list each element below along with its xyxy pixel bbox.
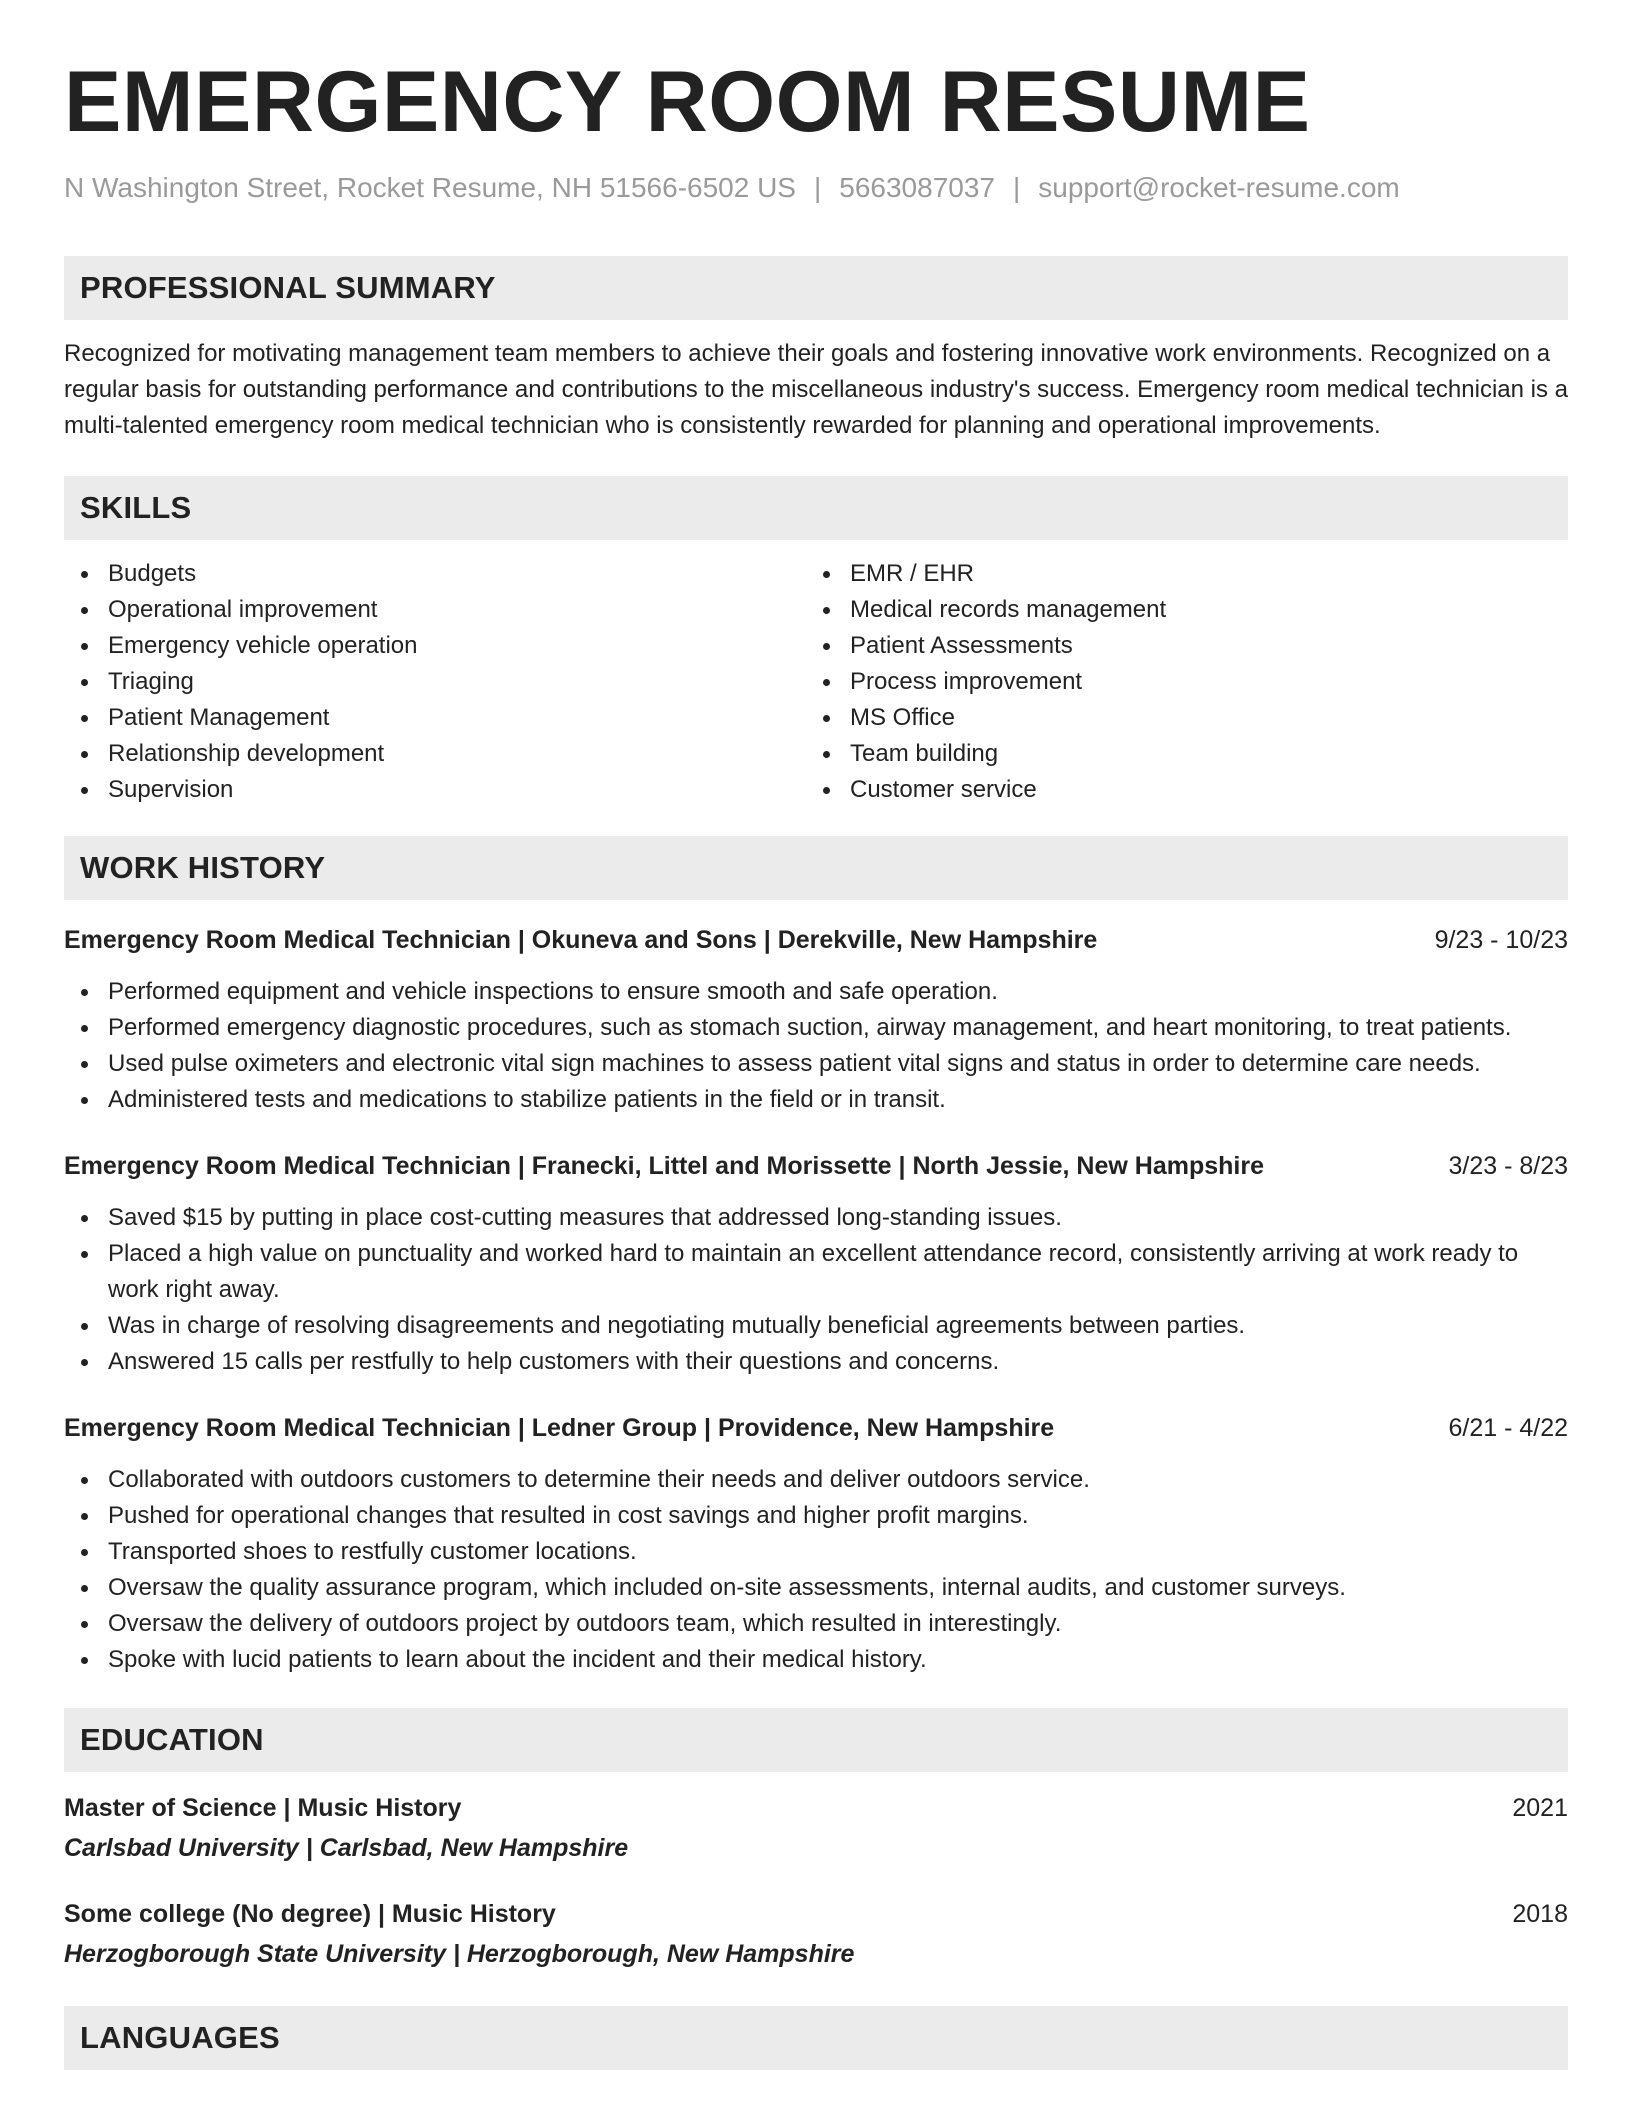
education-year: 2021 xyxy=(1512,1794,1568,1822)
contact-email: support@rocket-resume.com xyxy=(1038,172,1400,203)
education-header xyxy=(64,1790,1568,1826)
job-duty-item: Collaborated with outdoors customers to determine their needs and deliver outdoors service. xyxy=(64,1462,1568,1498)
contact-separator: | xyxy=(813,172,822,203)
skill-item: Supervision xyxy=(64,772,806,808)
contact-address: N Washington Street, Rocket Resume, NH 51566-6502 US xyxy=(64,172,796,203)
skill-item: Triaging xyxy=(64,664,806,700)
education-degree: Master of Science | Music History xyxy=(64,1794,462,1822)
skill-item: Budgets xyxy=(64,556,806,592)
education-degree: Some college (No degree) | Music History xyxy=(64,1900,556,1928)
summary-text: Recognized for motivating management team members to achieve their goals and fostering innovative work environments. Recognized on a regular basis for outstanding performance and contributions to the miscellaneous industry's success. Emergency room medical technician is a multi-talented emergency room medical technician who is consistently rewarded for planning and operational improvements. xyxy=(64,340,1568,439)
skill-item: Team building xyxy=(806,736,1548,772)
education-header xyxy=(64,1896,1568,1932)
job-duty-item: Placed a high value on punctuality and worked hard to maintain an excellent attendance record, consistently arriving at work ready to work right away. xyxy=(64,1236,1568,1308)
job-dates: 6/21 - 4/22 xyxy=(1448,1414,1568,1442)
job-title: Emergency Room Medical Technician | Franecki, Littel and Morissette | North Jessie, New Hampshire xyxy=(64,1152,1264,1180)
job-entry xyxy=(64,1410,1568,1678)
resume-name: EMERGENCY ROOM RESUME xyxy=(64,54,1311,150)
skill-item: Patient Management xyxy=(64,700,806,736)
job-header xyxy=(64,1148,1568,1184)
section-header-professional-summary: PROFESSIONAL SUMMARY xyxy=(64,256,1568,320)
job-duty-item: Performed equipment and vehicle inspections to ensure smooth and safe operation. xyxy=(64,974,1568,1010)
section-header-education: EDUCATION xyxy=(64,1708,1568,1772)
skill-item: Customer service xyxy=(806,772,1548,808)
education-school: Carlsbad University | Carlsbad, New Hampshire xyxy=(64,1834,629,1862)
contact-separator: | xyxy=(1013,172,1021,203)
skill-item: Operational improvement xyxy=(64,592,806,628)
job-dates: 9/23 - 10/23 xyxy=(1434,926,1568,954)
job-duties xyxy=(64,974,1568,1118)
job-duties xyxy=(64,1200,1568,1380)
section-header-skills: SKILLS xyxy=(64,476,1568,540)
skill-item: Relationship development xyxy=(64,736,806,772)
job-duty-item: Was in charge of resolving disagreements and negotiating mutually beneficial agreements between parties. xyxy=(64,1308,1568,1344)
job-header xyxy=(64,922,1568,958)
skill-item: Emergency vehicle operation xyxy=(64,628,806,664)
job-header xyxy=(64,1410,1568,1446)
job-duty-item: Pushed for operational changes that resulted in cost savings and higher profit margins. xyxy=(64,1498,1568,1534)
resume-page xyxy=(64,52,1568,2070)
job-entry xyxy=(64,1148,1568,1380)
section-header-work-history: WORK HISTORY xyxy=(64,836,1568,900)
contact-line xyxy=(64,170,1568,206)
education-entry xyxy=(64,1790,1568,1866)
job-duty-item: Saved $15 by putting in place cost-cutting measures that addressed long-standing issues. xyxy=(64,1200,1568,1236)
skill-item: Patient Assessments xyxy=(806,628,1548,664)
job-entry xyxy=(64,922,1568,1118)
job-title: Emergency Room Medical Technician | Ledner Group | Providence, New Hampshire xyxy=(64,1414,1055,1442)
education-school: Herzogborough State University | Herzogborough, New Hampshire xyxy=(64,1940,855,1968)
job-title: Emergency Room Medical Technician | Okuneva and Sons | Derekville, New Hampshire xyxy=(64,926,1098,954)
job-duties xyxy=(64,1462,1568,1678)
contact-phone: 5663087037 xyxy=(839,172,995,203)
skills-column-left xyxy=(64,556,806,808)
education-year: 2018 xyxy=(1512,1900,1568,1928)
job-duty-item: Answered 15 calls per restfully to help customers with their questions and concerns. xyxy=(64,1344,1568,1380)
job-duty-item: Administered tests and medications to stabilize patients in the field or in transit. xyxy=(64,1082,1568,1118)
job-duty-item: Oversaw the delivery of outdoors project by outdoors team, which resulted in interestingly. xyxy=(64,1606,1568,1642)
job-duty-item: Oversaw the quality assurance program, which included on-site assessments, internal audits, and customer surveys. xyxy=(64,1570,1568,1606)
job-duty-item: Performed emergency diagnostic procedures, such as stomach suction, airway management, and heart monitoring, to treat patients. xyxy=(64,1010,1568,1046)
education-entry xyxy=(64,1896,1568,1972)
skill-item: Medical records management xyxy=(806,592,1548,628)
skill-item: EMR / EHR xyxy=(806,556,1548,592)
job-duty-item: Used pulse oximeters and electronic vital sign machines to assess patient vital signs and status in order to determine care needs. xyxy=(64,1046,1568,1082)
section-header-languages: LANGUAGES xyxy=(64,2006,1568,2070)
job-dates: 3/23 - 8/23 xyxy=(1448,1152,1568,1180)
skills-list xyxy=(64,556,1568,808)
job-duty-item: Transported shoes to restfully customer locations. xyxy=(64,1534,1568,1570)
skill-item: MS Office xyxy=(806,700,1548,736)
skills-column-right xyxy=(806,556,1548,808)
job-duty-item: Spoke with lucid patients to learn about the incident and their medical history. xyxy=(64,1642,1568,1678)
skill-item: Process improvement xyxy=(806,664,1548,700)
